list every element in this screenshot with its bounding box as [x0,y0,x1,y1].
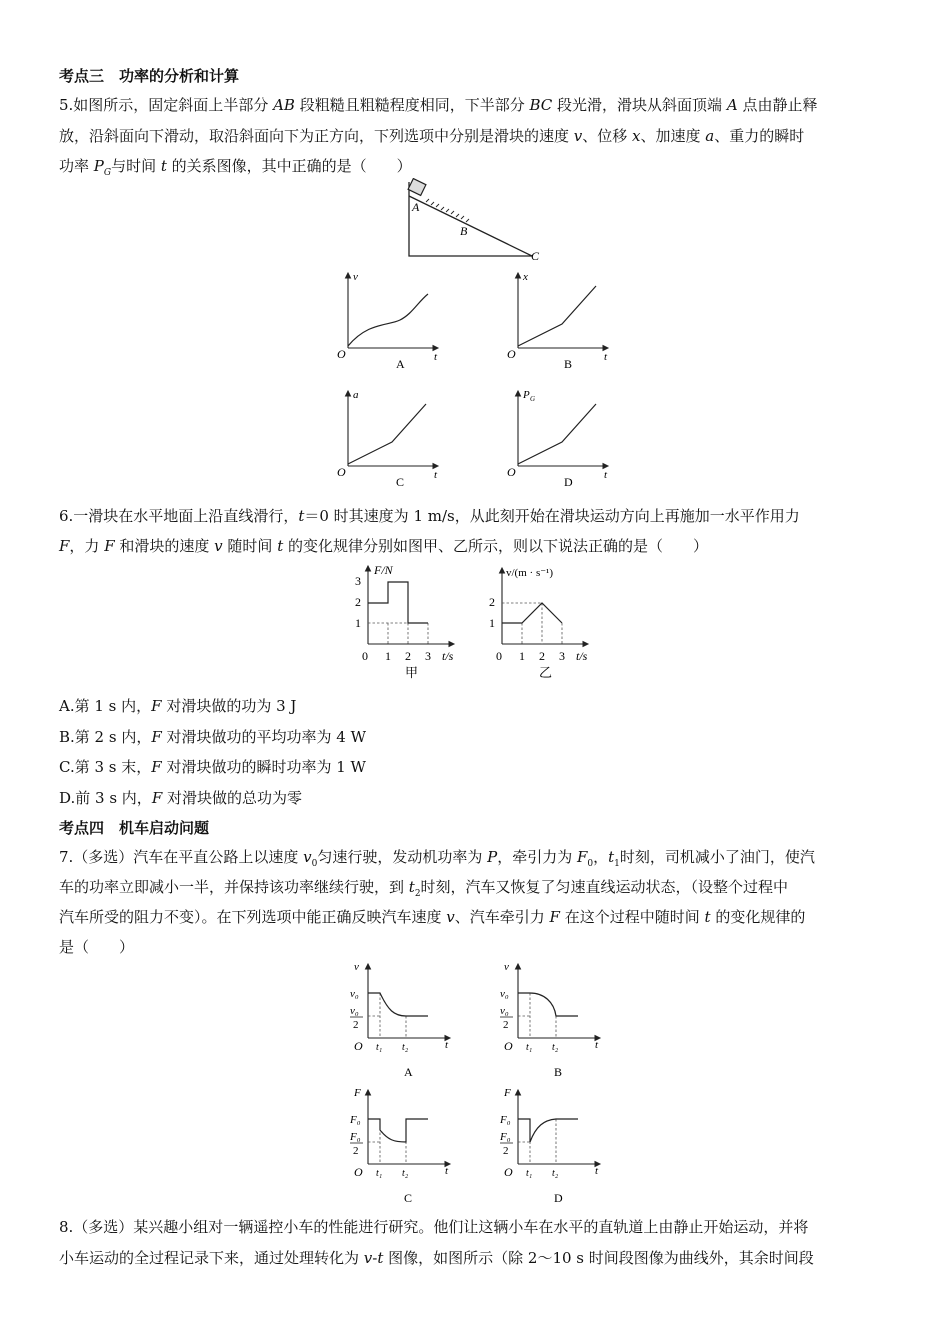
svg-text:2: 2 [539,649,545,663]
svg-text:v₀: v₀ [500,988,509,1000]
q7-label-b: B [554,1065,563,1079]
q5-label-b: B [564,357,573,371]
q6-label-yi: 乙 [539,665,553,680]
q6-line-yi [502,603,562,623]
svg-text:a: a [353,389,359,401]
svg-text:v₀: v₀ [500,1005,509,1017]
q5-curve-a [348,294,428,346]
svg-text:O: O [354,1039,363,1053]
q5-label-d: D [564,475,573,489]
svg-text:t/s: t/s [576,649,588,663]
svg-text:x: x [523,271,528,283]
svg-text:t: t [595,1165,599,1177]
q6-option-d: D.前 3 s 内，F 对滑块做的总功为零 [59,789,303,807]
svg-text:O: O [504,1039,513,1053]
svg-text:v: v [354,961,359,973]
svg-text:t: t [434,351,438,363]
svg-text:3: 3 [559,649,565,663]
q7-curve-b [518,993,578,1016]
svg-text:t₁: t₁ [376,1168,383,1179]
svg-text:0: 0 [362,649,368,663]
q7-graphs [332,958,622,1208]
section-title-3: 考点三 功率的分析和计算 [59,67,240,85]
q7-graph-b [500,961,600,1079]
svg-text:O: O [337,347,346,361]
q7-graph-a [350,961,450,1079]
svg-text:3: 3 [425,649,431,663]
svg-text:t₁: t₁ [526,1042,533,1053]
q7-curve-a [368,993,428,1016]
q7-graph-c [349,1087,450,1205]
svg-text:v₀: v₀ [350,988,359,1000]
svg-text:t₂: t₂ [402,1042,409,1053]
svg-text:t: t [445,1039,449,1051]
q7-label-d: D [554,1191,563,1205]
section-title-4: 考点四 机车启动问题 [59,819,210,837]
svg-text:t₂: t₂ [552,1168,559,1179]
svg-text:2: 2 [489,595,495,609]
svg-text:1: 1 [489,616,495,630]
svg-text:1: 1 [355,616,361,630]
incline-label-a: A [412,200,420,214]
q5-curve-d [518,404,596,464]
q8-line-2: 小车运动的全过程记录下来，通过处理转化为 v-t 图像，如图所示（除 2～10 s 时间段图像为曲线外，其余时间段 [59,1249,814,1267]
q6-graphs [350,560,610,682]
q7-curve-d [518,1119,578,1142]
svg-text:t₁: t₁ [376,1042,383,1053]
svg-text:F₀: F₀ [500,1131,511,1143]
svg-text:t₁: t₁ [526,1168,533,1179]
svg-text:F₀: F₀ [350,1114,361,1126]
q7-line-2: 车的功率立即减小一半，并保持该功率继续行驶，到 $t_2$时刻，汽车又恢复了匀速直线运动状态，（设整个过程中 [59,878,789,899]
svg-text:v₀: v₀ [350,1005,359,1017]
q6-line-2: F，力 F 和滑块的速度 v 随时间 t 的变化规律分别如图甲、乙所示，则以下说法正确的是（ ） [59,537,709,555]
q5-label-c: C [396,475,405,489]
q7-line-4: 是（ ） [59,938,135,956]
svg-text:O: O [337,465,346,479]
q6-graph-yi [489,567,588,680]
q6-option-c: C.第 3 s 末，F 对滑块做功的瞬时功率为 1 W [59,758,366,776]
q5-line-3: 功率 $P_G$与时间 t 的关系图像，其中正确的是（ ） [59,157,412,178]
svg-text:0: 0 [496,649,502,663]
svg-text:2: 2 [353,1145,359,1157]
svg-text:F: F [504,1087,511,1099]
q5-line-1: 5.如图所示，固定斜面上半部分 AB 段粗糙且粗糙程度相同，下半部分 BC 段光滑，滑块从斜面顶端 A 点由静止释 [59,96,818,114]
svg-text:v/(m · s⁻¹): v/(m · s⁻¹) [506,567,553,579]
svg-text:v: v [353,271,358,283]
incline-label-b: B [460,224,468,238]
svg-text:2: 2 [353,1019,359,1031]
incline-label-c: C [531,249,540,263]
svg-text:t: t [604,351,608,363]
q6-line-jia [368,582,428,623]
svg-text:F₀: F₀ [500,1114,511,1126]
q8-line-1: 8.（多选）某兴趣小组对一辆遥控小车的性能进行研究。他们让这辆小车在水平的直轨道上由静止开始运动，并将 [59,1218,809,1236]
svg-text:1: 1 [385,649,391,663]
q6-option-b: B.第 2 s 内，F 对滑块做功的平均功率为 4 W [59,728,367,746]
q5-graph-a [337,271,438,371]
svg-text:t: t [595,1039,599,1051]
svg-text:t₂: t₂ [402,1168,409,1179]
svg-text:t: t [445,1165,449,1177]
q5-curve-b [518,286,596,346]
q5-curve-c [348,404,426,464]
svg-text:t: t [434,469,438,481]
q5-graph-c [337,389,438,489]
q5-line-2: 放，沿斜面向下滑动，取沿斜面向下为正方向，下列选项中分别是滑块的速度 v、位移 x、加速度 a、重力的瞬时 [59,127,805,145]
q5-graphs [330,268,630,490]
svg-text:2: 2 [503,1019,509,1031]
svg-text:O: O [504,1165,513,1179]
q7-curve-c [368,1119,428,1142]
svg-text:O: O [507,347,516,361]
svg-text:t: t [604,469,608,481]
svg-text:O: O [354,1165,363,1179]
q7-label-a: A [404,1065,413,1079]
q6-label-jia: 甲 [405,665,419,680]
svg-text:F₀: F₀ [350,1131,361,1143]
svg-text:2: 2 [503,1145,509,1157]
svg-text:2: 2 [355,595,361,609]
q5-label-a: A [396,357,405,371]
q5-graph-b [507,271,608,371]
svg-text:3: 3 [355,574,361,588]
q5-graph-d [507,389,608,489]
q7-graph-d [499,1087,600,1205]
svg-text:F: F [354,1087,361,1099]
svg-text:t/s: t/s [442,649,454,663]
q7-line-3: 汽车所受的阻力不变）。在下列选项中能正确反映汽车速度 v、汽车牵引力 F 在这个过程中随时间 t 的变化规律的 [59,908,806,926]
svg-text:2: 2 [405,649,411,663]
svg-text:v: v [504,961,509,973]
q6-line-1: 6.一滑块在水平地面上沿直线滑行，t＝0 时其速度为 1 m/s，从此刻开始在滑块运动方向上再施加一水平作用力 [59,507,800,525]
svg-text:P: P [523,389,530,401]
q7-line-1: 7.（多选）汽车在平直公路上以速度 $v_0$匀速行驶，发动机功率为 P，牵引力为 $F_0$，$t_1$时刻，司机减小了油门，使汽 [59,848,815,869]
incline-figure [400,178,550,264]
q6-graph-jia [355,563,454,680]
svg-text:G: G [530,395,536,403]
q6-option-a: A.第 1 s 内，F 对滑块做的功为 3 J [59,697,297,715]
q7-label-c: C [404,1191,413,1205]
svg-text:1: 1 [519,649,525,663]
svg-text:O: O [507,465,516,479]
svg-text:F/N: F/N [374,563,393,577]
svg-text:t₂: t₂ [552,1042,559,1053]
